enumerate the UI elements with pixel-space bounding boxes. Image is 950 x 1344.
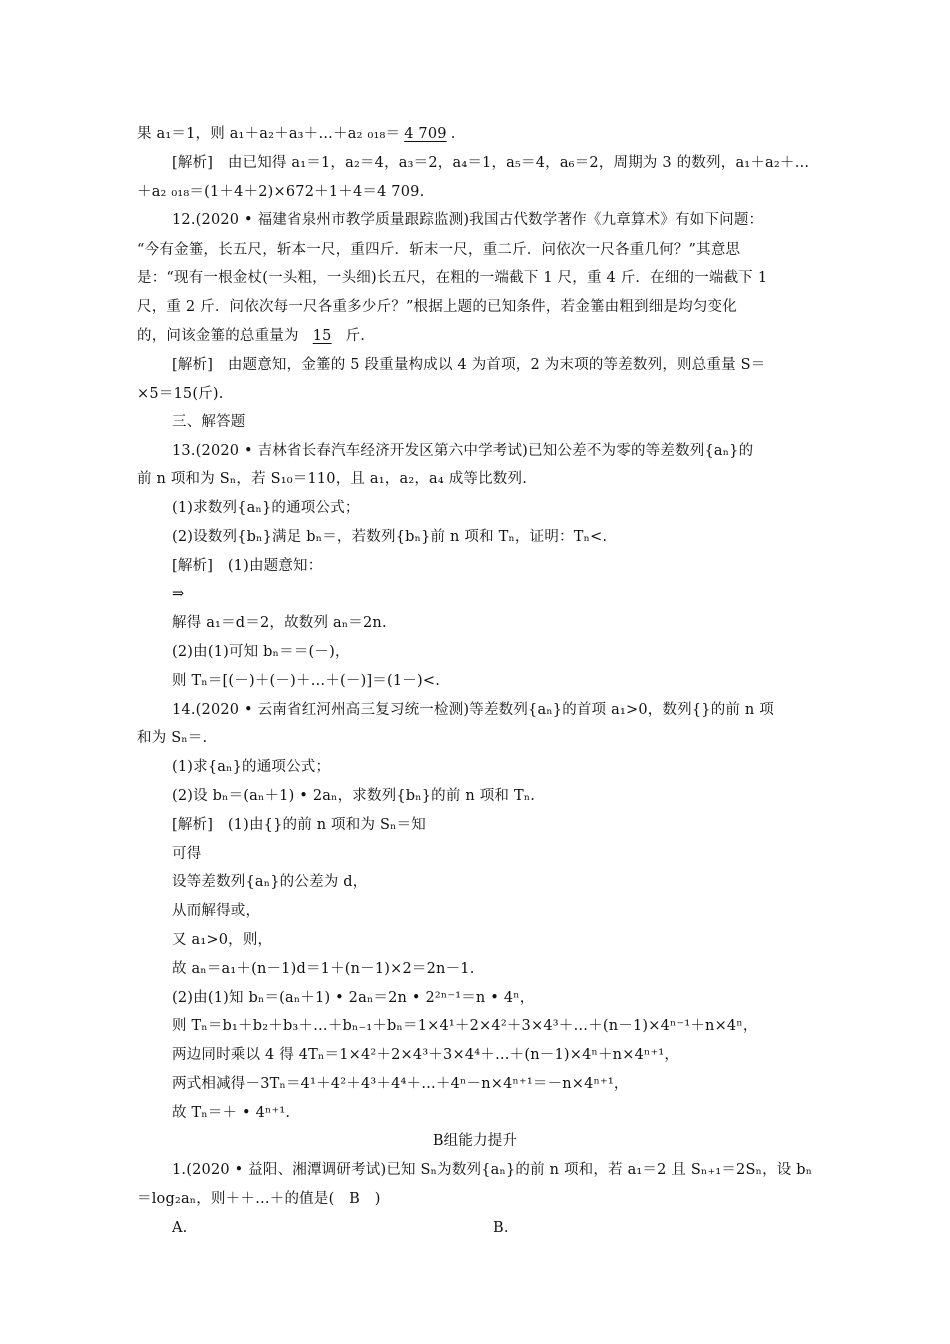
question-13: 13.(2020 • 吉林省长春汽车经济开发区第六中学考试)已知公差不为零的等差数列{aₙ}的 [172,443,754,459]
solution-text: (2)由(1)知 bₙ＝(aₙ＋1) • 2aₙ＝2n • 2²ⁿ⁻¹＝n • 4ⁿ， [172,990,535,1006]
question-part: (2)设 bₙ＝(aₙ＋1) • 2aₙ，求数列{bₙ}的前 n 项和 Tₙ. [172,788,536,804]
choice-b: B. [493,1220,509,1236]
solution-text: [解析] (1)由题意知： [172,558,323,574]
question-text: 和为 Sₙ＝. [137,730,208,746]
solution-text: ×5＝15(斤). [137,386,224,402]
question-b1: 1.(2020 • 益阳、湘潭调研考试)已知 Sₙ为数列{aₙ}的前 n 项和，若 a₁＝2 且 Sₙ₊₁＝2Sₙ，设 bₙ [172,1162,813,1178]
choice-row [172,1218,187,1240]
solution-text: 设等差数列{aₙ}的公差为 d， [172,874,368,890]
question-part: (1)求数列{aₙ}的通项公式； [172,500,360,516]
solution-text: 故 Tₙ＝＋ • 4ⁿ⁺¹. [172,1105,291,1121]
question-12: 12.(2020 • 福建省泉州市教学质量跟踪监测)我国古代数学著作《九章算术》有如下问题： [172,212,764,228]
question-text: “今有金箠，长五尺，斩本一尺，重四斤．斩末一尺，重二斤．问依次一尺各重几何？”其意思 [137,242,741,258]
answer-blank: 4 709 [404,126,447,142]
question-text: 的，问该金箠的总重量为 15 斤. [137,328,366,344]
question-part: (2)设数列{bₙ}满足 bₙ＝，若数列{bₙ}前 n 项和 Tₙ，证明：Tₙ<. [172,529,608,545]
solution-text: [解析] 由题意知，金箠的 5 段重量构成以 4 为首项，2 为末项的等差数列，则总重量 S＝ [172,357,766,373]
group-heading: B组能力提升 [432,1133,518,1149]
section-heading: 三、解答题 [172,414,246,430]
solution-text: ＋a₂ ₀₁₈＝(1＋4＋2)×672＋1＋4＝4 709. [137,184,425,200]
solution-text: 又 a₁>0，则， [172,932,273,948]
question-text: ＝log₂aₙ，则＋＋…＋的值是( B ) [137,1191,381,1207]
solution-text: ⇒ [172,586,185,602]
solution-text: [解析] (1)由{}的前 n 项和为 Sₙ＝知 [172,817,426,833]
line-answer-11: 果 a₁＝1，则 a₁＋a₂＋a₃＋…＋a₂ ₀₁₈＝ 4 709 . [137,126,456,142]
question-part: (1)求{aₙ}的通项公式； [172,759,331,775]
question-text: 尺，重 2 斤．问依次每一尺各重多少斤？”根据上题的已知条件，若金箠由粗到细是均匀变化 [137,299,737,315]
solution-text: 从而解得或， [172,903,261,919]
solution-text: 解得 a₁＝d＝2，故数列 aₙ＝2n. [172,615,387,631]
solution-text: 可得 [172,846,202,862]
solution-text: (2)由(1)可知 bₙ＝＝(－)， [172,644,350,660]
solution-text: [解析] 由已知得 a₁＝1，a₂＝4，a₃＝2，a₄＝1，a₅＝4，a₆＝2，周期为 3 的数列，a₁＋a₂＋… [172,155,810,171]
solution-text: 则 Tₙ＝b₁＋b₂＋b₃＋…＋bₙ₋₁＋bₙ＝1×4¹＋2×4²＋3×4³＋…＋(n－1)×4ⁿ⁻¹＋n×4ⁿ， [172,1018,758,1034]
answer-blank: 15 [312,328,332,344]
question-14: 14.(2020 • 云南省红河州高三复习统一检测)等差数列{aₙ}的首项 a₁>0，数列{}的前 n 项 [172,702,774,718]
solution-text: 故 aₙ＝a₁＋(n－1)d＝1＋(n－1)×2＝2n－1. [172,961,475,977]
question-text: 前 n 项和为 Sₙ，若 S₁₀＝110，且 a₁，a₂，a₄ 成等比数列. [137,471,528,487]
solution-text: 两边同时乘以 4 得 4Tₙ＝1×4²＋2×4³＋3×4⁴＋…＋(n－1)×4ⁿ＋n×4ⁿ⁺¹， [172,1047,680,1063]
choice-a: A. [172,1220,188,1236]
solution-text: 则 Tₙ＝[(－)＋(－)＋…＋(－)]＝(1－)<. [172,673,441,689]
solution-text: 两式相减得－3Tₙ＝4¹＋4²＋4³＋4⁴＋…＋4ⁿ－n×4ⁿ⁺¹＝－n×4ⁿ⁺¹， [172,1076,629,1092]
question-text: 是：“现有一根金杖(一头粗，一头细)长五尺，在粗的一端截下 1 尺，重 4 斤．在细的一端截下 1 [137,270,768,286]
